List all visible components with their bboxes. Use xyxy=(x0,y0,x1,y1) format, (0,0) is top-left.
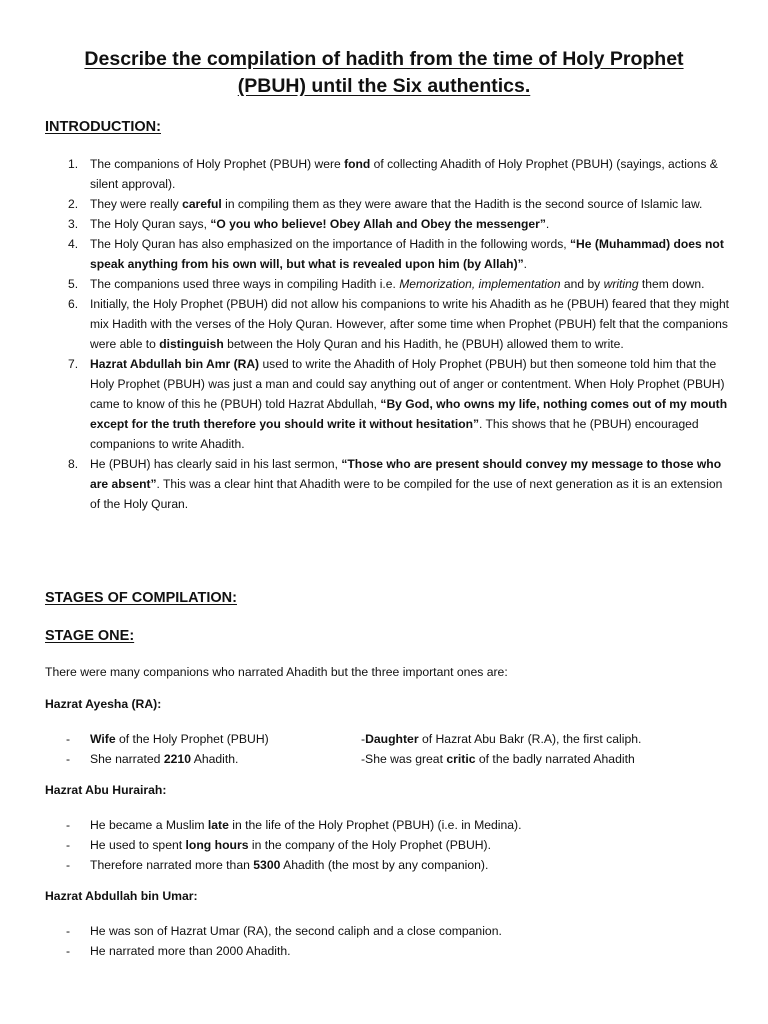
abu-hurairah-heading: Hazrat Abu Hurairah: xyxy=(45,783,167,797)
item-text: of collecting Ahadith of Holy Prophet (PBUH) (sayings, actions & silent approval). xyxy=(90,157,718,191)
abdullah-bin-umar-list xyxy=(45,921,735,961)
item-bold: late xyxy=(207,818,229,832)
item-bold: Daughter xyxy=(365,732,419,746)
item-text: The companions of Holy Prophet (PBUH) were xyxy=(90,157,345,171)
item-bold: Hazrat Abdullah bin Amr (RA) xyxy=(90,357,260,371)
item-number: 4. xyxy=(68,237,79,251)
item-text: of the badly narrated Ahadith xyxy=(475,752,635,766)
item-italic: Memorization, implementation xyxy=(399,277,561,291)
title-line-2: (PBUH) until the Six authentics. xyxy=(237,75,531,97)
stage-one-intro: There were many companions who narrated Ahadith but the three important ones are: xyxy=(45,665,508,679)
list-item xyxy=(45,234,735,274)
list-item xyxy=(45,194,735,214)
abdullah-bin-umar-heading: Hazrat Abdullah bin Umar: xyxy=(45,889,198,903)
title-line-1: Describe the compilation of hadith from the time of Holy Prophet xyxy=(84,48,684,70)
item-text: . xyxy=(545,217,550,231)
item-bold: fond xyxy=(344,157,371,171)
introduction-list xyxy=(45,154,735,514)
ayesha-list xyxy=(45,729,735,769)
item-bold: long hours xyxy=(185,838,249,852)
second-column xyxy=(361,749,635,769)
abu-hurairah-list xyxy=(45,815,735,875)
item-number: 5. xyxy=(68,277,79,291)
item-text: - xyxy=(361,732,366,746)
item-text: in compiling them as they were aware that the Hadith is the second source of Islamic law. xyxy=(221,197,703,211)
item-text: Ahadith (the most by any companion). xyxy=(280,858,489,872)
item-number: 6. xyxy=(68,297,79,311)
item-text: Initially, the Holy Prophet (PBUH) did not allow his companions to write his Ahadith as he (PBUH) feared that they might mix Hadith with the verses of the Holy Quran. However, after some time when Prophet (PBUH) felt that the companions were able to xyxy=(90,297,730,351)
item-text: They were really xyxy=(90,197,183,211)
item-text: in the company of the Holy Prophet (PBUH). xyxy=(248,838,492,852)
item-text: between the Holy Quran and his Hadith, he (PBUH) allowed them to write. xyxy=(223,337,624,351)
item-number: 2. xyxy=(68,197,79,211)
list-item xyxy=(45,729,735,749)
item-text: . xyxy=(523,257,528,271)
item-number: 1. xyxy=(68,157,79,171)
list-item xyxy=(45,921,735,941)
item-bold: “O you who believe! Obey Allah and Obey the messenger” xyxy=(210,217,546,231)
dash-marker: - xyxy=(66,752,71,766)
list-item xyxy=(45,941,735,961)
list-item xyxy=(45,835,735,855)
item-text: them down. xyxy=(638,277,705,291)
item-text: in the life of the Holy Prophet (PBUH) (i.e. in Medina). xyxy=(228,818,522,832)
item-text: -She was great xyxy=(361,752,447,766)
item-text: She narrated xyxy=(90,752,164,766)
item-text: . This was a clear hint that Ahadith were to be compiled for the use of next generation as it is an extension of the Holy Quran. xyxy=(90,477,723,511)
list-item xyxy=(45,214,735,234)
document-title xyxy=(40,46,728,100)
dash-marker: - xyxy=(66,818,71,832)
list-item xyxy=(45,749,735,769)
item-bold: “By God, who owns my life, nothing comes out of my mouth except for the truth therefore you should write it without hesitation” xyxy=(90,397,728,431)
item-bold: Wife xyxy=(90,732,116,746)
list-item xyxy=(45,274,735,294)
stages-heading: STAGES OF COMPILATION: xyxy=(45,590,237,606)
item-text: The Holy Quran has also emphasized on the importance of Hadith in the following words, xyxy=(90,237,570,251)
dash-marker: - xyxy=(66,858,71,872)
item-bold: critic xyxy=(446,752,476,766)
item-text: Ahadith. xyxy=(190,752,239,766)
item-text: of the Holy Prophet (PBUH) xyxy=(115,732,269,746)
dash-marker: - xyxy=(66,944,71,958)
dash-marker: - xyxy=(66,732,71,746)
item-text: Therefore narrated more than xyxy=(90,858,254,872)
item-text: He was son of Hazrat Umar (RA), the second caliph and a close companion. xyxy=(90,924,502,938)
item-bold: 2210 xyxy=(163,752,191,766)
introduction-heading: INTRODUCTION: xyxy=(45,119,161,135)
item-number: 7. xyxy=(68,357,79,371)
item-bold: distinguish xyxy=(159,337,224,351)
item-text: He (PBUH) has clearly said in his last sermon, xyxy=(90,457,342,471)
item-bold: careful xyxy=(182,197,222,211)
item-bold: “Those who are present should convey my message to those who are absent” xyxy=(90,457,722,491)
item-text: of Hazrat Abu Bakr (R.A), the first caliph. xyxy=(418,732,642,746)
list-item xyxy=(45,294,735,354)
item-text: He used to spent xyxy=(90,838,186,852)
item-text: The Holy Quran says, xyxy=(90,217,211,231)
item-text: The companions used three ways in compiling Hadith i.e. xyxy=(90,277,400,291)
dash-marker: - xyxy=(66,838,71,852)
list-item xyxy=(45,354,735,454)
list-item xyxy=(45,154,735,194)
ayesha-heading: Hazrat Ayesha (RA): xyxy=(45,697,162,711)
stage-one-heading: STAGE ONE: xyxy=(45,628,135,644)
item-italic: writing xyxy=(603,277,639,291)
item-text: used to write the Ahadith of Holy Prophet (PBUH) but then someone told him that the Holy Prophet (PBUH) was just a man and could say anything out of anger or contentment. When Holy Prophet (PBUH) came to know of this he (PBUH) told Hazrat Abdullah, xyxy=(90,357,725,411)
list-item xyxy=(45,855,735,875)
item-text: He became a Muslim xyxy=(90,818,208,832)
list-item xyxy=(45,454,735,514)
second-column xyxy=(361,729,641,749)
list-item xyxy=(45,815,735,835)
item-text: and by xyxy=(560,277,604,291)
dash-marker: - xyxy=(66,924,71,938)
item-number: 3. xyxy=(68,217,79,231)
item-text: . This shows that he (PBUH) encouraged companions to write Ahadith. xyxy=(90,417,699,451)
item-bold: “He (Muhammad) does not speak anything from his own will, but what is revealed upon him (by Allah)” xyxy=(90,237,724,271)
item-number: 8. xyxy=(68,457,79,471)
item-bold: 5300 xyxy=(253,858,281,872)
item-text: He narrated more than 2000 Ahadith. xyxy=(90,944,291,958)
